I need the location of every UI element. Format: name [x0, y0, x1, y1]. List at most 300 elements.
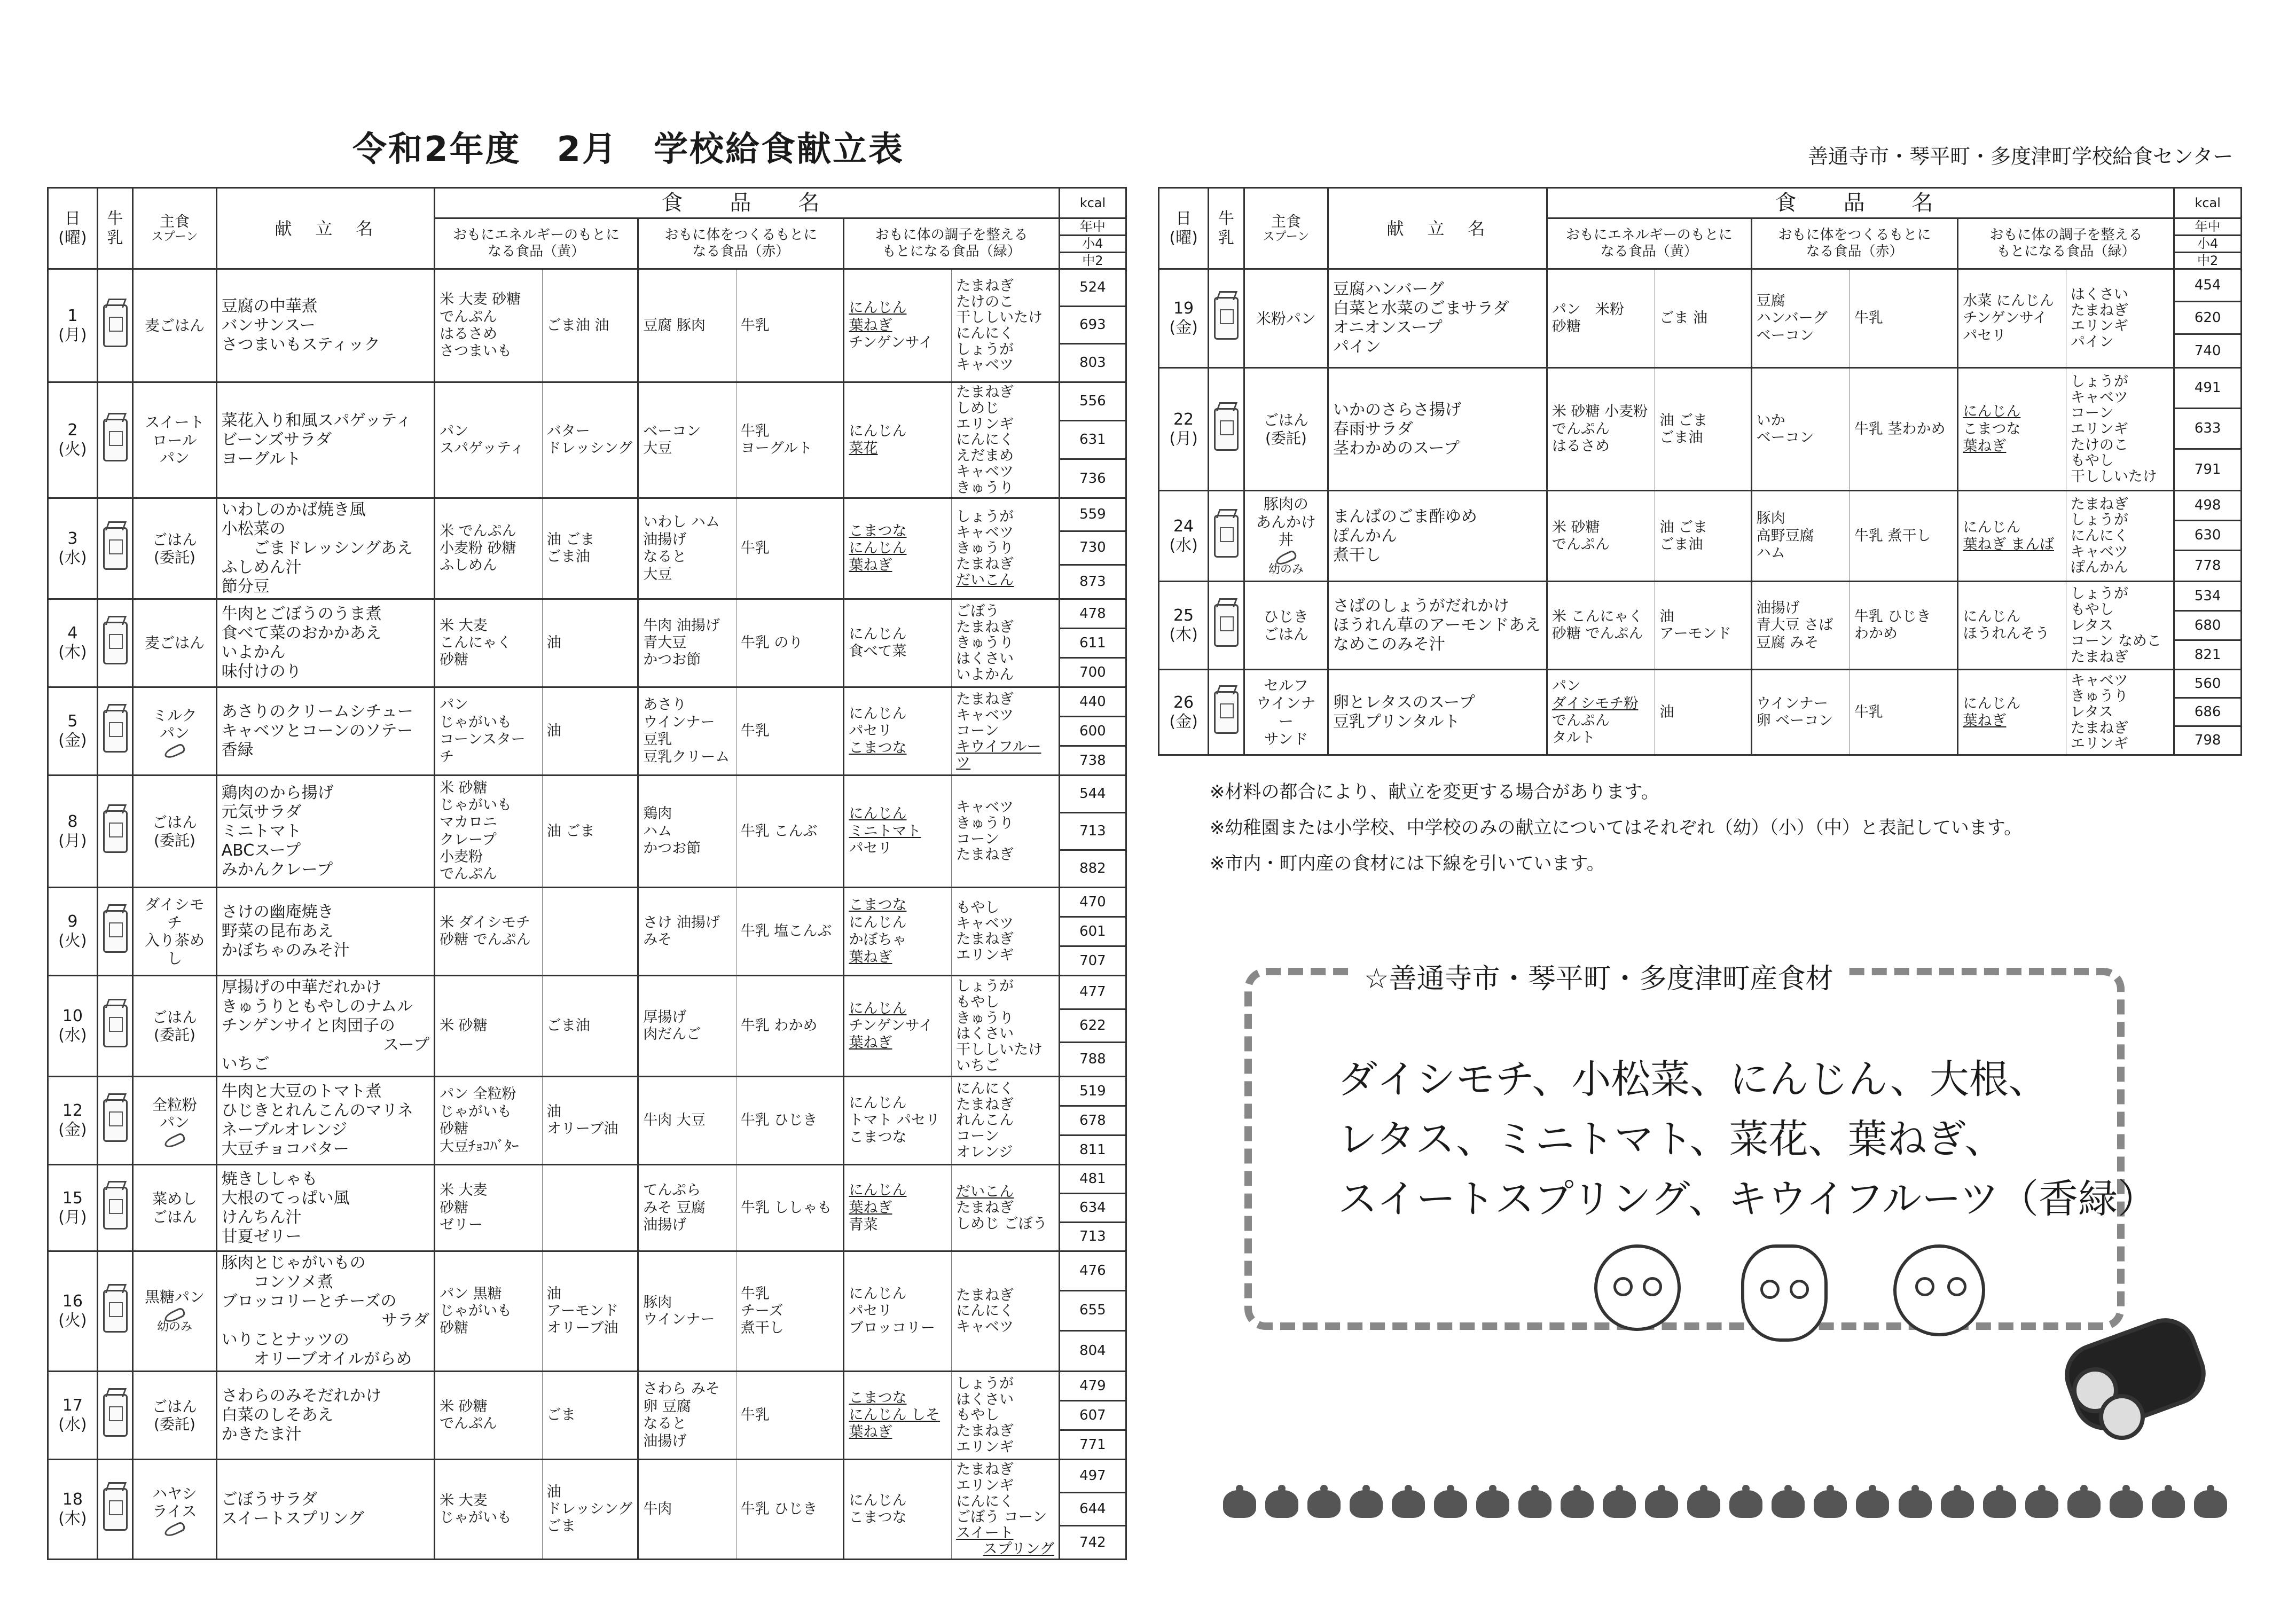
- menu-cell: 豆腐ハンバーグ 白菜と水菜のごまサラダ オニオンスープ パイン: [1328, 269, 1547, 368]
- food-item: 米 ダイシモチ: [440, 914, 531, 931]
- food-item: きゅうり: [2070, 688, 2128, 705]
- food-item: キャベツ: [2070, 389, 2128, 406]
- energy-food-cell: [435, 888, 543, 976]
- food-item: たまねぎ: [2070, 302, 2128, 319]
- condition-food-cell: [2066, 582, 2174, 670]
- food-item: こまつな: [849, 1389, 907, 1406]
- food-item: こまつな: [849, 1509, 907, 1526]
- energy-food-cell: [1655, 269, 1751, 368]
- staple-cell: ダイシモチ 入り茶めし: [133, 888, 216, 976]
- food-item: 米 砂糖 小麦粉: [1551, 403, 1648, 420]
- food-item: キャベツ: [956, 463, 1014, 480]
- header-kcal-level: 中2: [1059, 252, 1126, 269]
- condition-food-cell: [844, 1460, 952, 1560]
- kcal-cell: 491: [2174, 368, 2242, 409]
- food-item: 牛乳 こんぶ: [740, 823, 818, 840]
- body-food-cell: [736, 382, 844, 498]
- food-item: きゅうり: [956, 635, 1014, 652]
- day-cell: 2 (火): [48, 382, 98, 498]
- food-item: 干ししいたけ: [2070, 468, 2157, 485]
- milk-cell: [1209, 582, 1244, 670]
- kcal-cell: 655: [1059, 1291, 1126, 1330]
- sushi-slice-illustration: [2099, 1394, 2145, 1440]
- food-item: 牛乳: [1854, 703, 1883, 721]
- page-title: 令和2年度 2月 学校給食献立表: [352, 130, 905, 169]
- food-item: 小麦粉 砂糖: [440, 540, 516, 557]
- day-cell: 4 (木): [48, 599, 98, 687]
- food-item: キャベツ: [2070, 672, 2128, 689]
- body-food-cell: [638, 498, 736, 599]
- menu-row: [1159, 582, 2242, 611]
- kcal-cell: 556: [1059, 382, 1126, 421]
- day-cell: 5 (金): [48, 687, 98, 776]
- food-item: 砂糖: [440, 652, 469, 669]
- food-item: こまつな: [849, 740, 907, 757]
- condition-food-cell: [1958, 368, 2066, 491]
- header-menu: 献 立 名: [216, 188, 434, 269]
- kcal-cell: 738: [1059, 746, 1126, 776]
- food-item: 卵 豆腐: [643, 1398, 691, 1415]
- food-item: エリンギ: [2070, 735, 2128, 753]
- condition-food-cell: [952, 498, 1060, 599]
- condition-food-cell: [952, 1460, 1060, 1560]
- food-item: 牛乳: [740, 317, 770, 334]
- food-item: タルト: [1551, 730, 1595, 747]
- food-item: かぼちゃ: [849, 931, 907, 949]
- food-item: 油 ごま: [1659, 519, 1707, 536]
- beetle-icon: [2067, 1490, 2101, 1518]
- kcal-cell: 707: [1059, 946, 1126, 976]
- condition-food-cell: [844, 776, 952, 888]
- food-item: 干ししいたけ: [956, 1041, 1043, 1058]
- food-item: クレープ: [440, 831, 497, 848]
- beetle-icon: [1603, 1490, 1636, 1518]
- food-item: ハム: [1756, 545, 1785, 562]
- milk-cell: [97, 1077, 133, 1165]
- food-item: ふしめん: [440, 557, 498, 574]
- food-item: オリーブ油: [546, 1121, 618, 1138]
- day-cell: 3 (水): [48, 498, 98, 599]
- food-item: いちご: [956, 1057, 1000, 1074]
- food-item: こまつな: [849, 522, 907, 539]
- energy-food-cell: [542, 1372, 638, 1460]
- staple-cell: ひじき ごはん: [1244, 582, 1328, 670]
- food-item: 小麦粉: [440, 849, 483, 866]
- food-item: 豆腐 みそ: [1756, 634, 1819, 651]
- kcal-cell: 680: [2174, 611, 2242, 640]
- food-item: コーン: [2070, 405, 2114, 422]
- energy-food-cell: [542, 1251, 638, 1372]
- menu-row: [48, 1372, 1126, 1401]
- milk-cell: [97, 382, 133, 498]
- food-item: きゅうり: [956, 479, 1014, 496]
- milk-cell: [97, 498, 133, 599]
- condition-food-cell: [1958, 670, 2066, 755]
- food-item: エリンギ: [956, 946, 1014, 964]
- food-item: てんぷら: [643, 1182, 701, 1199]
- milk-carton-icon: [1214, 297, 1239, 340]
- body-food-cell: [1751, 491, 1850, 582]
- food-item: 砂糖: [440, 1320, 469, 1337]
- food-item: 油揚げ: [643, 531, 687, 548]
- condition-food-cell: [952, 382, 1060, 498]
- condition-food-cell: [844, 687, 952, 776]
- food-item: キャベツ: [956, 524, 1014, 541]
- food-item: しょうが: [2070, 373, 2128, 390]
- food-item: ぽんかん: [2070, 559, 2128, 576]
- condition-food-cell: [952, 687, 1060, 776]
- menu-row: [48, 382, 1126, 421]
- food-item: チンゲンサイ: [1963, 310, 2048, 327]
- food-item: ごま油: [546, 1017, 590, 1034]
- food-item: オレンジ: [956, 1144, 1013, 1161]
- beetle-icon: [1350, 1490, 1383, 1518]
- food-item: 砂糖 でんぷん: [1551, 625, 1643, 643]
- food-item: にんじん: [849, 1000, 907, 1017]
- kcal-cell: 481: [1059, 1165, 1126, 1194]
- food-item: コーンスターチ: [440, 731, 526, 765]
- food-item: こまつな: [1963, 420, 2021, 437]
- food-item: こんにゃく: [440, 635, 512, 651]
- food-item: 大豆: [643, 440, 672, 457]
- food-item: 菜花: [849, 440, 878, 457]
- body-food-cell: [1850, 368, 1957, 491]
- kcal-cell: 700: [1059, 658, 1126, 687]
- menu-row: [48, 687, 1126, 717]
- kcal-cell: 713: [1059, 813, 1126, 850]
- food-item: にんにく: [956, 1493, 1014, 1510]
- food-item: 牛乳: [740, 723, 770, 739]
- condition-food-cell: [844, 382, 952, 498]
- body-food-cell: [1751, 368, 1850, 491]
- day-cell: 22 (月): [1159, 368, 1209, 491]
- food-item: 葉ねぎ: [849, 1035, 892, 1052]
- menu-cell: ごぼうサラダ スイートスプリング: [216, 1460, 434, 1560]
- energy-food-cell: [435, 776, 543, 888]
- food-item: たまねぎ: [2070, 496, 2128, 513]
- produce-line: ダイシモチ、小松菜、にんじん、大根、: [1338, 1056, 2048, 1102]
- milk-cell: [97, 1460, 133, 1560]
- food-item: パン: [440, 696, 469, 714]
- food-item: ゼリー: [440, 1216, 483, 1233]
- food-item: いよかん: [956, 666, 1014, 683]
- food-item: たまねぎ: [956, 691, 1014, 708]
- day-cell: 8 (月): [48, 776, 98, 888]
- food-item: じゃがいも: [440, 714, 512, 731]
- flower-mascot-illustration: [1893, 1244, 1985, 1336]
- food-item: マカロニ: [440, 814, 498, 831]
- food-item: たまねぎ: [956, 847, 1014, 864]
- food-item: にんじん: [849, 625, 907, 643]
- spoon-icon: [163, 1132, 186, 1149]
- food-item: エリンギ: [956, 1438, 1014, 1455]
- header-date: 日 (曜): [1159, 188, 1209, 269]
- kcal-cell: 811: [1059, 1136, 1126, 1165]
- food-item: たまねぎ: [956, 1096, 1014, 1113]
- body-food-cell: [1850, 269, 1957, 368]
- beetle-icon: [1814, 1490, 1847, 1518]
- milk-carton-icon: [103, 710, 128, 753]
- body-food-cell: [736, 498, 844, 599]
- food-item: チーズ: [740, 1303, 783, 1319]
- food-item: にんじん: [1963, 608, 2021, 625]
- kcal-cell: 559: [1059, 498, 1126, 531]
- food-item: たけのこ: [956, 293, 1014, 310]
- menu-row: [48, 776, 1126, 813]
- milk-carton-icon: [103, 1394, 128, 1437]
- body-food-cell: [1850, 582, 1957, 670]
- body-food-cell: [1751, 269, 1850, 368]
- kcal-cell: 524: [1059, 269, 1126, 307]
- food-item: さけ 油揚げ: [643, 914, 720, 931]
- food-item: ごま油: [1659, 429, 1703, 446]
- food-item: 油 ごま: [546, 531, 595, 548]
- milk-carton-icon: [1214, 604, 1239, 647]
- food-item: にんにく: [956, 432, 1014, 449]
- menu-row: [48, 269, 1126, 307]
- food-item: スイート: [956, 1524, 1014, 1541]
- body-food-cell: [1751, 582, 1850, 670]
- header-condition: おもに体の調子を整える もとになる食品（緑）: [1958, 218, 2174, 269]
- menu-cell: 豚肉とじゃがいもの コンソメ煮 ブロッコリーとチーズの サラダ いりことナッツの オリーブオイルがらめ: [216, 1251, 434, 1372]
- food-item: 米 大麦: [440, 617, 488, 634]
- header-kcal-level: 年中: [1059, 218, 1126, 236]
- food-item: にんにく: [956, 325, 1014, 342]
- body-food-cell: [736, 776, 844, 888]
- kcal-cell: 470: [1059, 888, 1126, 917]
- food-item: パン: [1551, 678, 1581, 695]
- energy-food-cell: [435, 1165, 543, 1251]
- milk-carton-icon: [103, 1488, 128, 1531]
- food-item: パセリ: [849, 1303, 892, 1319]
- beetle-icon: [1772, 1490, 1805, 1518]
- food-item: 卵 ベーコン: [1756, 712, 1833, 729]
- food-item: 油: [546, 1103, 561, 1120]
- food-item: 牛乳 ひじき: [740, 1501, 818, 1518]
- menu-row: [48, 1251, 1126, 1291]
- condition-food-cell: [844, 1372, 952, 1460]
- food-item: にんじん: [849, 1182, 907, 1199]
- kcal-cell: 713: [1059, 1223, 1126, 1251]
- day-cell: 15 (月): [48, 1165, 98, 1251]
- food-item: きゅうり: [956, 540, 1014, 557]
- food-item: はくさい: [956, 1025, 1014, 1043]
- condition-food-cell: [2066, 368, 2174, 491]
- food-item: チンゲンサイ: [849, 334, 934, 351]
- food-item: かつお節: [643, 652, 701, 669]
- staple-cell: ごはん (委託): [133, 776, 216, 888]
- condition-food-cell: [952, 599, 1060, 687]
- staple-cell: 麦ごはん: [133, 599, 216, 687]
- kcal-cell: 730: [1059, 531, 1126, 565]
- food-item: 牛乳: [740, 1407, 770, 1423]
- note-change: ※材料の都合により、献立を変更する場合があります。: [1210, 781, 1659, 803]
- menu-table-left: [47, 187, 1127, 1560]
- beetle-icon: [1687, 1490, 1720, 1518]
- milk-carton-icon: [103, 910, 128, 953]
- food-item: たまねぎ: [956, 384, 1014, 401]
- lunch-center-name: 善通寺市・琴平町・多度津町学校給食センター: [1808, 145, 2234, 168]
- milk-cell: [97, 976, 133, 1077]
- food-item: でんぷん: [440, 866, 498, 883]
- food-item: 油揚げ: [643, 1216, 687, 1233]
- energy-food-cell: [542, 1165, 638, 1251]
- kcal-cell: 631: [1059, 421, 1126, 459]
- kcal-cell: 630: [2174, 521, 2242, 551]
- energy-food-cell: [542, 687, 638, 776]
- food-item: こまつな: [849, 897, 907, 914]
- milk-cell: [97, 1165, 133, 1251]
- body-food-cell: [638, 269, 736, 382]
- food-item: 米 こんにゃく: [1551, 608, 1643, 625]
- food-item: はるさめ: [440, 325, 498, 342]
- food-item: コーン: [956, 831, 999, 848]
- kcal-cell: 622: [1059, 1009, 1126, 1042]
- milk-cell: [97, 776, 133, 888]
- food-item: たまねぎ: [956, 1423, 1014, 1440]
- food-item: 米 大麦: [440, 1182, 488, 1199]
- food-item: にんじん: [849, 540, 907, 557]
- food-item: コーン: [956, 723, 999, 740]
- food-item: にんじん: [849, 705, 907, 722]
- energy-food-cell: [542, 1077, 638, 1165]
- energy-food-cell: [435, 687, 543, 776]
- menu-row: [48, 888, 1126, 917]
- kcal-cell: 788: [1059, 1042, 1126, 1076]
- kcal-cell: 633: [2174, 409, 2242, 449]
- food-item: ベーコン: [1756, 429, 1814, 446]
- food-item: キウイフルーツ: [956, 739, 1041, 771]
- food-item: 油: [546, 1483, 561, 1500]
- food-item: しめじ: [956, 400, 1000, 417]
- food-item: しょうが: [2070, 512, 2128, 529]
- spoon-icon: [163, 1521, 186, 1538]
- food-item: さわら みそ: [643, 1381, 720, 1398]
- milk-carton-icon: [103, 810, 128, 853]
- milk-cell: [97, 269, 133, 382]
- body-food-cell: [736, 599, 844, 687]
- day-cell: 17 (水): [48, 1372, 98, 1460]
- food-item: 牛肉 油揚げ: [643, 617, 720, 634]
- energy-food-cell: [435, 599, 543, 687]
- local-produce-list: [1338, 1050, 2157, 1229]
- food-item: パン 全粒粉: [440, 1086, 516, 1103]
- kcal-cell: 740: [2174, 334, 2242, 368]
- food-item: 牛乳 ししゃも: [740, 1199, 832, 1216]
- staple-cell: セルフ ウインナー サンド: [1244, 670, 1328, 755]
- kcal-cell: 821: [2174, 640, 2242, 670]
- food-item: パン: [440, 422, 469, 440]
- food-item: スパゲッティ: [440, 440, 524, 457]
- energy-food-cell: [1547, 368, 1655, 491]
- food-item: にんじん しそ: [849, 1407, 941, 1423]
- beetle-icon: [1265, 1490, 1298, 1518]
- food-item: 牛乳: [740, 422, 770, 440]
- day-cell: 10 (水): [48, 976, 98, 1077]
- food-item: たまねぎ: [956, 1461, 1014, 1478]
- header-body: おもに体をつくるもとに なる食品（赤）: [1751, 218, 1958, 269]
- food-item: れんこん: [956, 1112, 1014, 1129]
- food-item: 牛乳 煮干し: [1854, 527, 1931, 544]
- staple-cell: ごはん (委託): [133, 976, 216, 1077]
- food-item: しょうが: [2070, 585, 2128, 602]
- food-item: ハンバーグ: [1756, 310, 1828, 327]
- food-item: にんじん: [849, 1094, 907, 1111]
- food-item: ベーコン: [643, 422, 701, 440]
- kcal-cell: 560: [2174, 670, 2242, 698]
- header-kcal-level: 小4: [2174, 235, 2242, 252]
- note-labels: ※幼稚園または小学校、中学校のみの献立についてはそれぞれ（幼）（小）（中）と表記しています。: [1210, 817, 2023, 839]
- kcal-cell: 498: [2174, 491, 2242, 521]
- kcal-cell: 798: [2174, 726, 2242, 755]
- food-item: もやし: [956, 1407, 1000, 1424]
- food-item: アーモンド: [1659, 625, 1731, 643]
- milk-cell: [1209, 491, 1244, 582]
- body-food-cell: [638, 1372, 736, 1460]
- food-item: にんじん: [849, 300, 907, 317]
- menu-cell: まんばのごま酢ゆめ ぽんかん 煮干し: [1328, 491, 1547, 582]
- body-food-cell: [638, 1251, 736, 1372]
- food-item: 葉ねぎ: [849, 949, 892, 966]
- food-item: きゅうり: [956, 815, 1014, 832]
- food-item: しょうが: [956, 341, 1014, 358]
- food-item: 干ししいたけ: [956, 309, 1043, 326]
- body-food-cell: [736, 1077, 844, 1165]
- kcal-cell: 791: [2174, 449, 2242, 491]
- food-item: にんじん: [849, 805, 907, 823]
- food-item: ドレッシング: [546, 440, 633, 457]
- body-food-cell: [638, 599, 736, 687]
- food-item: 油 ごま: [1659, 412, 1707, 429]
- menu-cell: さけの幽庵焼き 野菜の昆布あえ かぼちゃのみそ汁: [216, 888, 434, 976]
- food-item: 牛乳: [1854, 310, 1883, 327]
- menu-cell: 牛肉と大豆のトマト煮 ひじきとれんこんのマリネ ネーブルオレンジ 大豆チョコバター: [216, 1077, 434, 1165]
- kcal-cell: 607: [1059, 1401, 1126, 1430]
- food-item: パセリ: [1963, 327, 2007, 344]
- body-food-cell: [1751, 670, 1850, 755]
- kcal-cell: 678: [1059, 1106, 1126, 1136]
- condition-food-cell: [844, 976, 952, 1077]
- food-item: ダイシモチ粉: [1551, 695, 1639, 712]
- milk-carton-icon: [1214, 408, 1239, 451]
- food-item: もやし: [2070, 601, 2114, 618]
- food-item: いか: [1756, 412, 1785, 429]
- energy-food-cell: [542, 888, 638, 976]
- milk-cell: [97, 1251, 133, 1372]
- food-item: 油: [1659, 608, 1674, 625]
- kcal-cell: 686: [2174, 698, 2242, 726]
- header-kcal-level: 年中: [2174, 218, 2242, 236]
- header-foods: 食 品 名: [1547, 188, 2174, 218]
- food-item: 砂糖: [440, 1121, 469, 1138]
- body-food-cell: [736, 269, 844, 382]
- condition-food-cell: [952, 776, 1060, 888]
- kcal-cell: 600: [1059, 717, 1126, 746]
- food-item: 米 でんぷん: [440, 522, 516, 539]
- kcal-cell: 873: [1059, 565, 1126, 599]
- menu-row: [48, 1165, 1126, 1194]
- food-item: キャベツ: [956, 799, 1014, 816]
- food-item: コーン なめこ: [2070, 633, 2161, 650]
- condition-food-cell: [952, 1165, 1060, 1251]
- milk-cell: [97, 1372, 133, 1460]
- header-foods: 食 品 名: [435, 188, 1060, 218]
- energy-food-cell: [435, 1077, 543, 1165]
- energy-food-cell: [1655, 670, 1751, 755]
- kcal-cell: 519: [1059, 1077, 1126, 1106]
- kcal-cell: 479: [1059, 1372, 1126, 1401]
- header-body: おもに体をつくるもとに なる食品（赤）: [638, 218, 844, 269]
